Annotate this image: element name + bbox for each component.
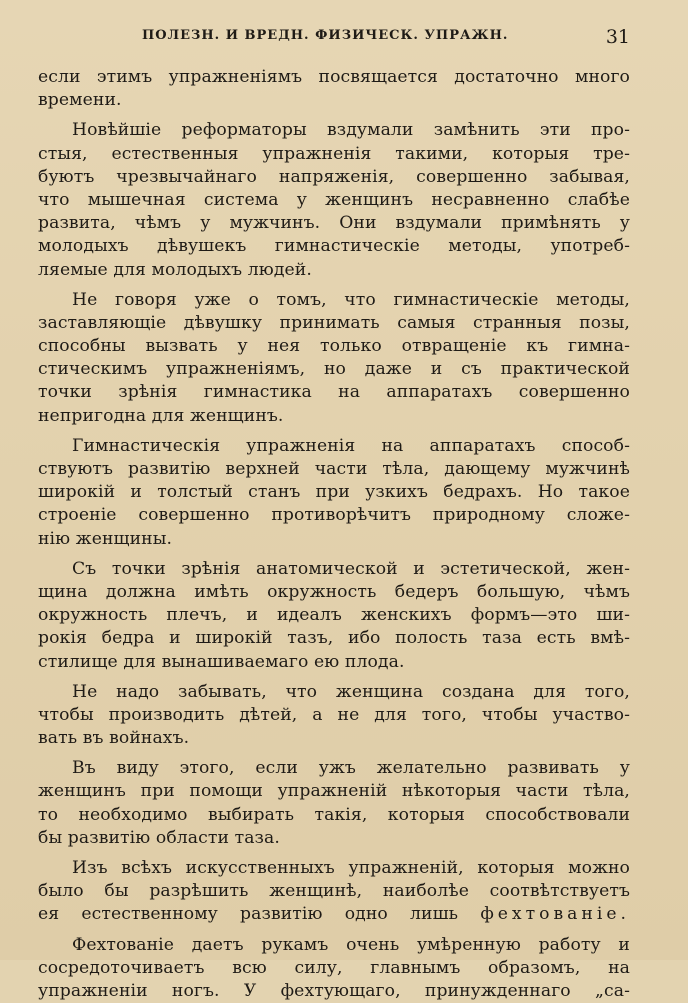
text-line: что мышечная система у женщинъ несравненно слабѣе — [38, 189, 630, 210]
text-line: Не говоря уже о томъ, что гимнастическіе методы, — [72, 289, 630, 310]
text-line: стыя, естественныя упражненія такими, которыя тре- — [38, 143, 630, 164]
text-line: молодыхъ дѣвушекъ гимнастическіе методы, употреб- — [38, 236, 630, 257]
paragraph — [38, 934, 630, 1003]
text-line: ляемые для молодыхъ людей. — [38, 259, 312, 280]
text-line: развита, чѣмъ у мужчинъ. Они вздумали примѣнять у — [38, 213, 630, 234]
page-body — [38, 66, 630, 1003]
text-line: бы развитію области таза. — [38, 827, 280, 848]
emphasized-word: фехтованіе. — [480, 904, 630, 925]
text-line: было бы разрѣшить женщинѣ, наиболѣе соотвѣтствуетъ — [38, 881, 630, 902]
text-line: Съ точки зрѣнія анатомической и эстетической, жен- — [72, 558, 630, 579]
text-line: окружность плечъ, и идеалъ женскихъ формъ—это ши- — [38, 605, 630, 626]
text-line: широкій и толстый станъ при узкихъ бедрахъ. Но такое — [38, 482, 630, 503]
paragraph — [38, 119, 630, 281]
text-line: строеніе совершенно противорѣчитъ природному сложе- — [38, 505, 630, 526]
text-line: Не надо забывать, что женщина создана для того, — [72, 681, 630, 702]
paragraph — [38, 681, 630, 751]
text-line: непригодна для женщинъ. — [38, 405, 284, 426]
paragraph — [38, 66, 630, 112]
paragraph — [38, 757, 630, 850]
text-line: если этимъ упражненіямъ посвящается достаточно много — [38, 67, 630, 87]
text-line: Фехтованіе даетъ рукамъ очень умѣренную работу и — [72, 934, 630, 955]
text-line: нію женщины. — [38, 528, 173, 549]
text-fragment: ея естественному развитію одно лишь — [38, 904, 481, 925]
text-line: Новѣйшіе реформаторы вздумали замѣнить эти про- — [72, 120, 630, 141]
text-line: Изъ всѣхъ искусственныхъ упражненій, которыя можно — [72, 858, 630, 878]
text-line: вать въ войнахъ. — [38, 728, 190, 749]
page-number: 31 — [605, 26, 630, 48]
paragraph — [38, 857, 630, 927]
text-line: буютъ чрезвычайнаго напряженія, совершенно забывая, — [38, 166, 630, 187]
text-line: то необходимо выбирать такія, которыя способствовали — [38, 804, 630, 825]
text-line — [38, 903, 630, 926]
text-line: сосредоточиваетъ всю силу, главнымъ образомъ, на — [38, 957, 630, 978]
paragraph — [38, 435, 630, 551]
text-line: Гимнастическія упражненія на аппаратахъ способ- — [72, 435, 630, 456]
text-line: точки зрѣнія гимнастика на аппаратахъ совершенно — [38, 382, 630, 403]
text-line: щина должна имѣть окружность бедеръ большую, чѣмъ — [38, 581, 630, 602]
paragraph — [38, 289, 630, 428]
text-line: женщинъ при помощи упражненій нѣкоторыя части тѣла, — [38, 781, 630, 802]
text-line: способны вызвать у нея только отвращеніе къ гимна- — [38, 336, 630, 357]
text-line: ствуютъ развитію верхней части тѣла, дающему мужчинѣ — [38, 459, 630, 479]
text-line: чтобы производить дѣтей, а не для того, чтобы участво- — [38, 704, 630, 725]
text-line: рокія бедра и широкій тазъ, ибо полость таза есть вмѣ- — [38, 628, 630, 649]
text-line: времени. — [38, 90, 122, 111]
text-line: упражненіи ногъ. У фехтующаго, принужденнаго „са- — [38, 980, 630, 1001]
page-header — [38, 26, 630, 48]
text-line: стилище для вынашиваемаго ею плода. — [38, 651, 405, 672]
text-line: Въ виду этого, если ужъ желательно развивать у — [72, 758, 630, 779]
running-head: ПОЛЕЗН. И ВРЕДН. ФИЗИЧЕСК. УПРАЖН. — [142, 28, 509, 43]
text-line: стическимъ упражненіямъ, но даже и съ практической — [38, 359, 630, 380]
text-line: заставляющіе дѣвушку принимать самыя странныя позы, — [38, 312, 630, 333]
paragraph — [38, 558, 630, 674]
